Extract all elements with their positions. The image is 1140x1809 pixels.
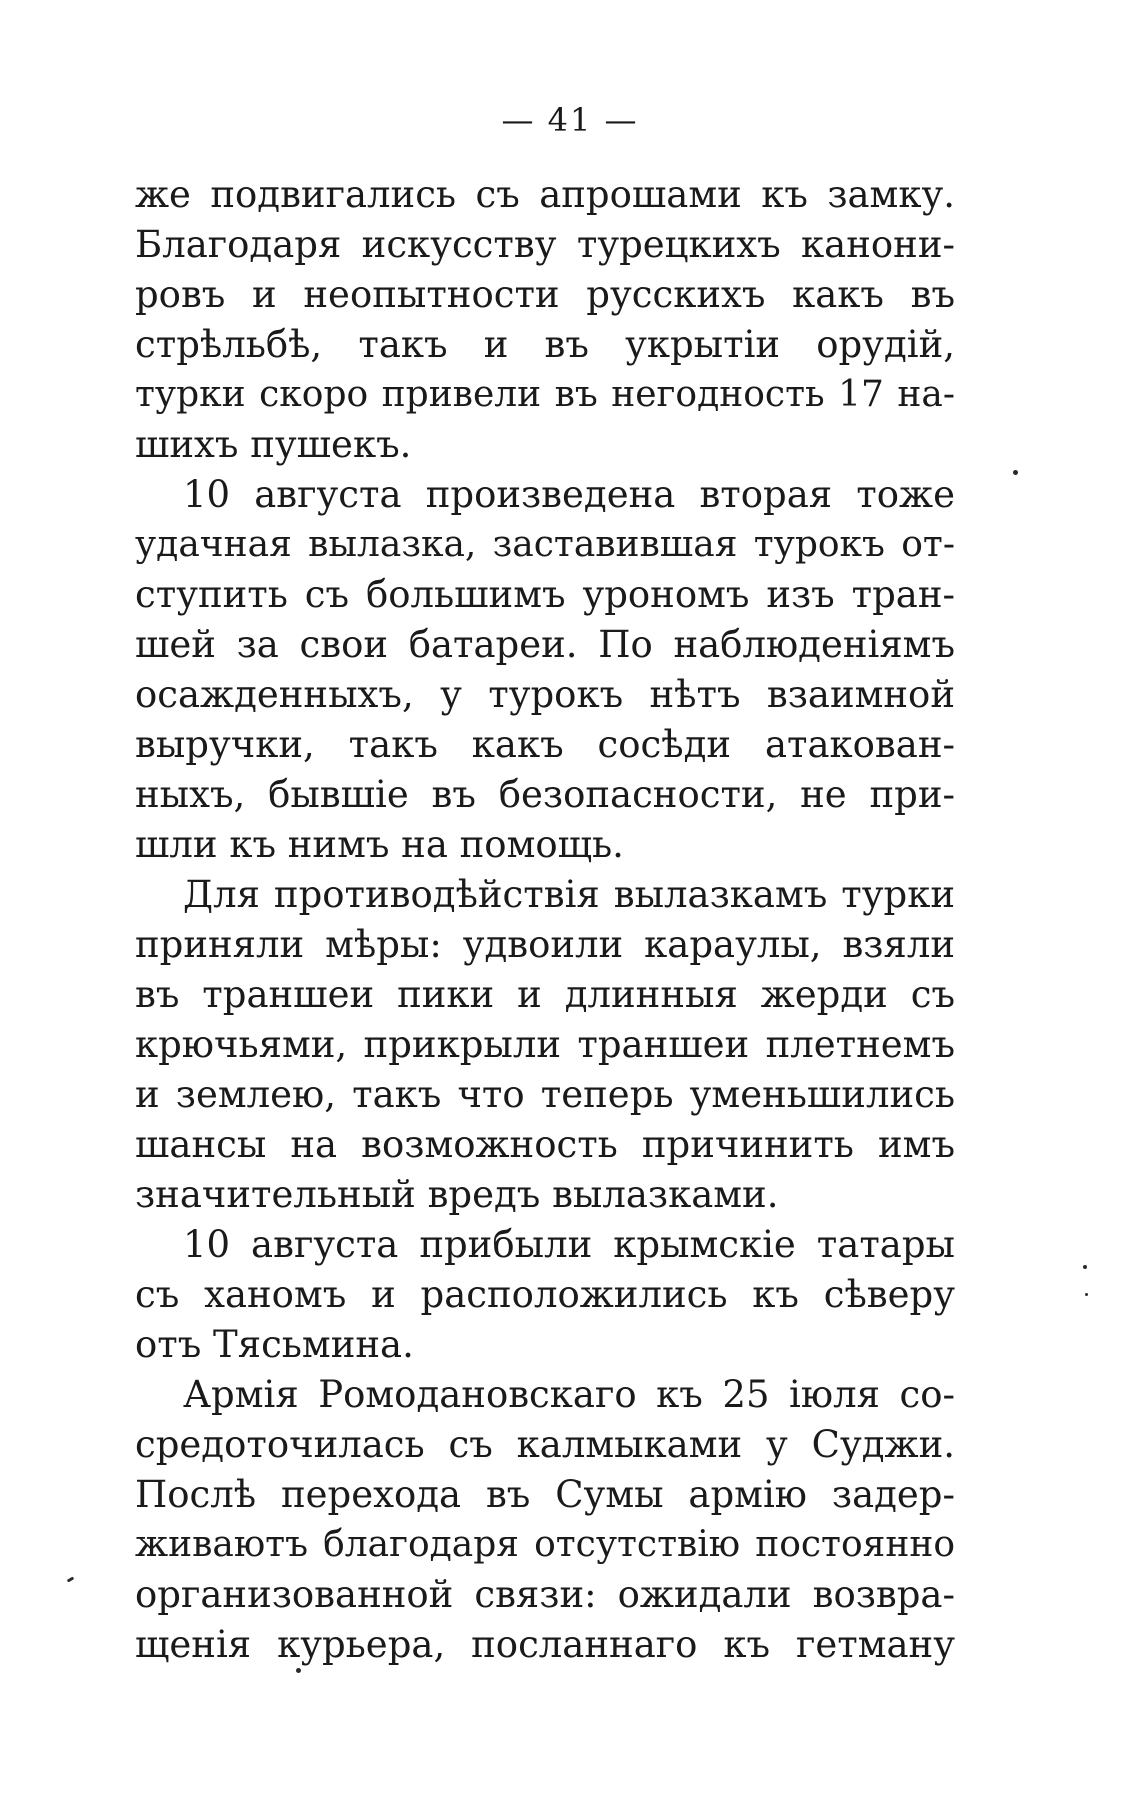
text-line: Армія Ромодановскаго къ 25 іюля со- [183,1373,955,1416]
paragraph [135,470,955,870]
text-line: въ траншеи пики и длинныя жерди съ [135,973,955,1016]
text-line: же подвигались съ апрошами къ замку. [135,173,955,216]
text-line: шихъ пушекъ. [135,423,412,466]
text-line: щенія курьера, посланнаго къ гетману [135,1623,955,1666]
text-line: ровъ и неопытности русскихъ какъ въ [135,273,955,316]
text-line: крючьями, прикрыли траншеи плетнемъ [135,1023,955,1066]
text-line: значительный вредъ вылазками. [135,1173,779,1216]
text-line: осажденныхъ, у турокъ нѣтъ взаимной [135,673,955,716]
paragraph [135,870,955,1220]
text-line: турки скоро привели въ негодность 17 на- [135,374,955,415]
text-line: отъ Тясьмина. [135,1323,414,1366]
scan-speck [296,1668,301,1673]
text-line: средоточилась съ калмыками у Суджи. [135,1423,955,1466]
scan-speck [1083,1265,1087,1269]
body-text [135,170,955,1670]
text-line: организованной связи: ожидали возвра- [135,1573,955,1616]
text-line: приняли мѣры: удвоили караулы, взяли [135,923,955,966]
text-line: ныхъ, бывшіе въ безопасности, не при- [135,773,955,816]
text-line: стрѣльбѣ, такъ и въ укрытіи орудій, [135,323,955,366]
scan-speck [1085,1293,1088,1296]
scan-speck [67,1576,75,1582]
text-line: съ ханомъ и расположились къ сѣверу [135,1273,955,1316]
text-line: шей за свои батареи. По наблюденіямъ [135,623,955,666]
text-line: Благодаря искусству турецкихъ канони- [135,223,955,266]
text-line: Для противодѣйствія вылазкамъ турки [183,873,955,916]
text-line: живаютъ благодаря отсутствію постоянно [135,1524,955,1565]
paragraph [135,170,955,470]
text-line: 10 августа произведена вторая тоже [183,473,955,516]
text-line: шансы на возможность причинить имъ [135,1123,955,1166]
text-line: ступить съ большимъ урономъ изъ тран- [135,573,955,616]
text-line: 10 августа прибыли крымскіе татары [183,1223,955,1266]
text-line: шли къ нимъ на помощь. [135,823,624,866]
text-line: и землею, такъ что теперь уменьшились [135,1073,955,1116]
scan-speck [1013,470,1018,475]
text-line: Послѣ перехода въ Сумы армію задер- [135,1473,955,1516]
paragraph [135,1370,955,1670]
paragraph [135,1220,955,1370]
page-number: — 41 — [501,101,639,139]
text-line: удачная вылазка, заставившая турокъ от- [135,524,955,565]
text-line: выручки, такъ какъ сосѣди атакован- [135,723,955,766]
